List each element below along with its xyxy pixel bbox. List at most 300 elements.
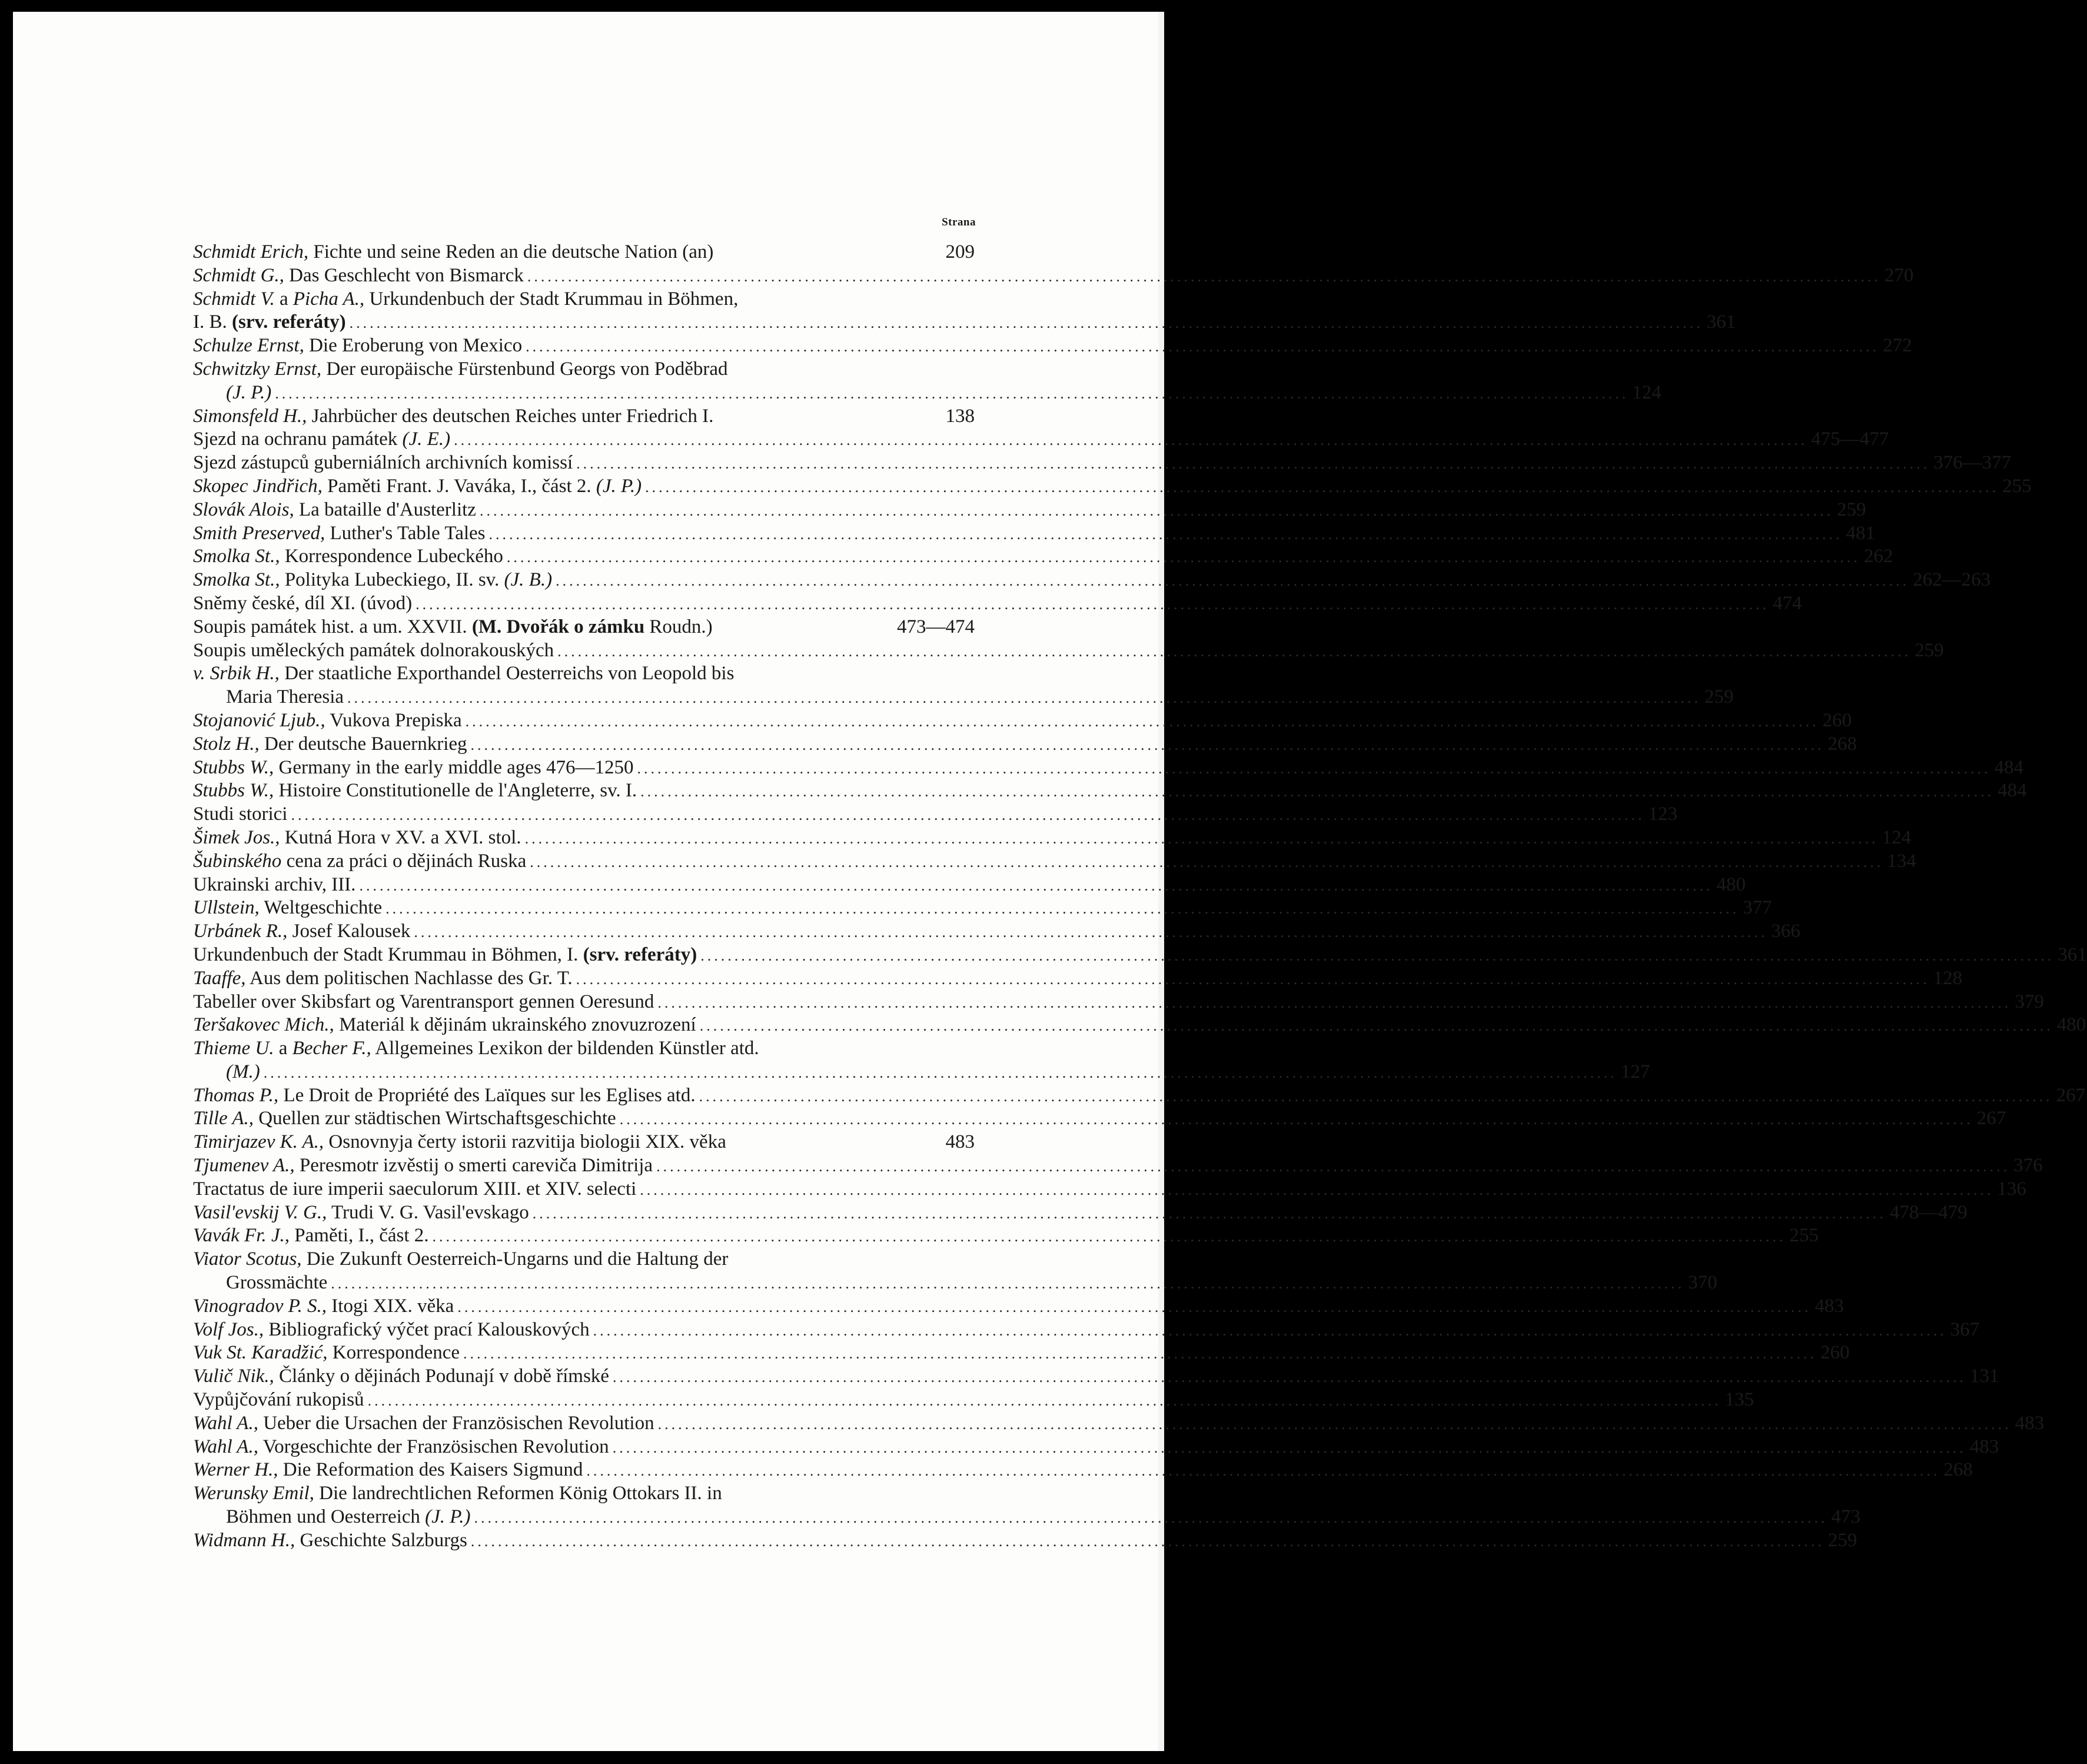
- entry-text: [193, 405, 941, 428]
- index-entry: [193, 569, 1991, 592]
- index-entry: [193, 1388, 1754, 1412]
- entry-page-number: 361: [1706, 311, 1736, 333]
- entry-author: Stubbs W.,: [193, 756, 274, 778]
- entry-text: [193, 803, 287, 826]
- entry-text: [193, 944, 697, 967]
- entry-author: Smith Preserved,: [193, 522, 325, 544]
- entry-author: Smolka St.,: [193, 546, 280, 567]
- index-entry: [193, 1154, 2043, 1178]
- entry-title: Kutná Hora v XV. a XVI. stol.: [280, 826, 521, 848]
- dot-leader: ........................................................................................................................................................................................................: [576, 970, 1930, 988]
- entry-page-number: 268: [1827, 733, 1857, 755]
- entry-title: Weltgeschichte: [259, 897, 383, 919]
- entry-page-number: 123: [1648, 803, 1677, 825]
- index-entry: [193, 288, 975, 311]
- entry-author: (M.): [226, 1061, 260, 1082]
- entry-text: [193, 1365, 609, 1388]
- entry-page-number: 259: [1704, 686, 1734, 708]
- entry-page-number: 124: [1882, 826, 1912, 848]
- index-entry: [193, 826, 1912, 850]
- entry-title: Jahrbücher des deutschen Reiches unter Friedrich I.: [307, 405, 714, 427]
- dot-leader: ........................................................................................................................................................................................................: [619, 1111, 1973, 1128]
- index-entry: [193, 1014, 2086, 1037]
- entry-text: [193, 1412, 654, 1436]
- entry-text: [193, 1459, 583, 1482]
- entry-page-number: 259: [1915, 639, 1944, 661]
- index-entry: [193, 1224, 1819, 1248]
- entry-title: Josef Kalousek: [287, 921, 411, 942]
- index-entry: [193, 264, 1914, 288]
- entry-text: [193, 475, 642, 499]
- entry-text: [193, 1107, 616, 1131]
- entry-page-number: 262: [1863, 546, 1893, 567]
- index-entry: [193, 311, 1736, 334]
- index-entry: [193, 1131, 975, 1154]
- entry-page-number: 473—474: [897, 616, 975, 637]
- dot-leader: ........................................................................................................................................................................................................: [699, 1017, 2053, 1035]
- entry-title: Geschichte Salzburgs: [295, 1529, 467, 1551]
- entry-page-number: 267: [2056, 1084, 2086, 1106]
- entry-page-number: 272: [1883, 335, 1912, 357]
- entry-text: [193, 639, 554, 663]
- entry-text: [193, 1248, 944, 1271]
- entry-text: [193, 850, 526, 873]
- entry-page-number: 361: [2058, 944, 2087, 965]
- entry-title: Tractatus de iure imperii saeculorum XIII. et XIV. selecti: [193, 1178, 637, 1200]
- entry-author: Teršakovec Mich.,: [193, 1014, 334, 1036]
- entry-title: Studi storici: [193, 803, 288, 825]
- index-entry: [193, 1178, 2026, 1201]
- entry-page-number: 124: [1632, 381, 1661, 403]
- entry-page-number: 138: [945, 405, 975, 427]
- entry-text: [193, 451, 573, 475]
- dot-leader: ........................................................................................................................................................................................................: [637, 759, 1991, 777]
- entry-author: Taaffe,: [193, 967, 246, 989]
- index-entry: [193, 639, 1944, 663]
- entry-text: [193, 499, 476, 522]
- entry-author: Viator Scotus,: [193, 1248, 302, 1270]
- entry-title: Vypůjčování rukopisů: [193, 1389, 364, 1411]
- entry-text: [193, 1482, 944, 1506]
- entry-title: Der deutsche Bauernkrieg: [259, 733, 467, 755]
- entry-author: Schmidt G.,: [193, 264, 284, 286]
- dot-leader: ........................................................................................................................................................................................................: [612, 1368, 1966, 1386]
- entry-author: v. Srbik H.,: [193, 663, 280, 685]
- entry-text: [193, 1201, 529, 1225]
- dot-leader: ........................................................................................................................................................................................................: [593, 1321, 1947, 1339]
- entry-page-number: 480: [1716, 873, 1746, 895]
- entry-text: [193, 334, 522, 358]
- entry-title: Osnovnyja čerty istorii razvitija biologii XIX. věka: [324, 1131, 726, 1153]
- dot-leader: ........................................................................................................................................................................................................: [640, 1181, 1994, 1198]
- entry-title: Korrespondence Lubeckého: [280, 546, 503, 567]
- entry-page-number: 379: [2015, 991, 2044, 1012]
- entry-title: Der staatliche Exporthandel Oesterreichs von Leopold bis: [279, 663, 735, 685]
- entry-page-number: 131: [1969, 1366, 1999, 1387]
- entry-text: [193, 616, 892, 639]
- dot-leader: ........................................................................................................................................................................................................: [657, 1415, 2012, 1433]
- entry-author: Volf Jos.,: [193, 1318, 264, 1340]
- entry-page-number: 259: [1836, 499, 1866, 520]
- entry-text: [193, 569, 552, 592]
- index-entry: [193, 1107, 2006, 1131]
- entry-page-number: 376: [2013, 1155, 2043, 1177]
- entry-text: [193, 358, 944, 381]
- entry-text: [193, 1295, 454, 1318]
- dot-leader: ........................................................................................................................................................................................................: [432, 1228, 1786, 1245]
- entry-text: [193, 1529, 467, 1553]
- dot-leader: ........................................................................................................................................................................................................: [386, 900, 1740, 918]
- index-entry: [193, 1061, 1650, 1084]
- entry-page-number: 484: [1994, 756, 2023, 778]
- index-entry: [193, 1318, 1980, 1342]
- entry-page-number: 481: [1846, 522, 1876, 544]
- entry-title: Paměti Frant. J. Vaváka, I., část 2.: [322, 475, 596, 497]
- entry-title: Vorgeschichte der Französischen Revolution: [258, 1436, 609, 1457]
- entry-text: [193, 733, 467, 756]
- entry-title: Články o dějinách Podunají v době římské: [274, 1366, 609, 1387]
- index-entry: [193, 592, 1802, 616]
- dot-leader: ........................................................................................................................................................................................................: [699, 1087, 2053, 1105]
- index-entry: [193, 733, 1857, 756]
- index-entry: [193, 241, 975, 264]
- entry-page-number: 370: [1688, 1272, 1717, 1294]
- entry-page-number: 260: [1820, 1342, 1850, 1364]
- entry-page-number: 483: [1969, 1436, 1999, 1457]
- entry-author: Smolka St.,: [193, 569, 280, 591]
- entry-author: Slovák Alois,: [193, 499, 294, 520]
- index-entry: [193, 1412, 2045, 1436]
- entry-text: [193, 428, 450, 451]
- index-entry: [193, 616, 975, 639]
- entry-page-number: 473: [1831, 1506, 1860, 1528]
- entry-title: Der europäische Fürstenbund Georgs von Poděbrad: [321, 358, 728, 380]
- dot-leader: ........................................................................................................................................................................................................: [656, 1158, 2010, 1175]
- dot-leader: ........................................................................................................................................................................................................: [657, 994, 2012, 1011]
- index-entry: [193, 358, 975, 381]
- index-entry: [193, 1529, 1857, 1553]
- index-entry: [193, 545, 1893, 569]
- entry-author: Schwitzky Ernst,: [193, 358, 322, 380]
- dot-leader: ........................................................................................................................................................................................................: [612, 1439, 1966, 1456]
- entry-author: Thieme U.: [193, 1038, 274, 1059]
- entry-author: Schmidt V.: [193, 288, 275, 310]
- dot-leader: ........................................................................................................................................................................................................: [349, 314, 1703, 332]
- entry-title: Ueber die Ursachen der Französischen Revolution: [258, 1412, 654, 1434]
- entry-page-number: 377: [1743, 897, 1772, 919]
- entry-text: [193, 1388, 364, 1412]
- entry-author: Vavák Fr. J.,: [193, 1225, 290, 1247]
- entry-author: (J. P.): [596, 475, 642, 497]
- entry-text: [193, 1037, 944, 1061]
- entry-title: Peresmotr izvěstij o smerti careviča Dimitrija: [294, 1155, 653, 1177]
- entry-title: Die Zukunft Oesterreich-Ungarns und die Haltung der: [301, 1248, 729, 1270]
- entry-author: Vinogradov P. S.,: [193, 1295, 327, 1317]
- entry-text: [193, 1084, 696, 1108]
- entry-text: [226, 1506, 470, 1529]
- entry-title: Die Eroberung von Mexico: [304, 335, 523, 357]
- entry-title: Urkundenbuch der Stadt Krummau in Böhmen, I.: [193, 944, 583, 965]
- entry-title: Germany in the early middle ages 476—1250: [274, 756, 634, 778]
- entry-text: [193, 896, 382, 920]
- dot-leader: ........................................................................................................................................................................................................: [526, 338, 1880, 356]
- entry-author: Vuk St. Karadžić,: [193, 1342, 328, 1364]
- entry-author: Šubinského: [193, 850, 282, 872]
- entry-text: [193, 920, 410, 944]
- entry-page-number: 128: [1933, 967, 1963, 989]
- index-entry: [193, 522, 1876, 546]
- entry-title: Sjezd zástupců guberniálních archivních komissí: [193, 452, 573, 474]
- entry-text: [193, 1154, 653, 1178]
- entry-text: [193, 756, 634, 780]
- entry-bold-note: (M. Dvořák o zámku: [471, 616, 645, 637]
- entry-title: Fichte und seine Reden an die deutsche Nation (an): [308, 241, 714, 263]
- entry-page-number: 367: [1950, 1318, 1980, 1340]
- index-entry: [193, 1084, 2086, 1108]
- index-entry: [193, 991, 2044, 1014]
- index-entry: [193, 686, 1734, 709]
- entry-text: [193, 1318, 590, 1342]
- entry-page-number: 135: [1724, 1389, 1754, 1411]
- entry-title: Polityka Lubeckiego, II. sv.: [280, 569, 504, 591]
- entry-text: [193, 545, 503, 569]
- dot-leader: ........................................................................................................................................................................................................: [347, 689, 1701, 707]
- entry-title: Sjezd na ochranu památek: [193, 428, 403, 450]
- entry-page-number: 270: [1884, 264, 1914, 286]
- dot-leader: ........................................................................................................................................................................................................: [506, 549, 1860, 566]
- entry-author: Wahl A.,: [193, 1412, 258, 1434]
- entry-text: [193, 1224, 429, 1248]
- dot-leader: ........................................................................................................................................................................................................: [640, 783, 1995, 800]
- entry-text: [193, 1178, 636, 1201]
- entry-author: Werunsky Emil,: [193, 1483, 314, 1504]
- entry-page-number: 480: [2056, 1014, 2086, 1036]
- entry-text: [193, 967, 573, 991]
- dot-leader: ........................................................................................................................................................................................................: [291, 806, 1645, 824]
- dot-leader: ........................................................................................................................................................................................................: [479, 501, 1833, 519]
- entry-text: [226, 1061, 260, 1084]
- entry-title: Die Reformation des Kaisers Sigmund: [278, 1459, 583, 1481]
- entry-author: Becher F.,: [292, 1038, 371, 1059]
- index-entry: [193, 1037, 975, 1061]
- entry-page-number: 474: [1773, 592, 1802, 614]
- entry-author: (J. B.): [504, 569, 553, 591]
- entry-text: [193, 873, 355, 897]
- entry-text: [193, 991, 654, 1014]
- entry-text: [193, 826, 521, 850]
- entry-text: [193, 241, 941, 264]
- entry-title: La bataille d'Austerlitz: [294, 499, 476, 520]
- index-entry: [193, 709, 1852, 733]
- page-column-header: Strana: [942, 216, 976, 228]
- index-entry: [193, 1201, 1968, 1225]
- index-entry: [193, 873, 1746, 897]
- entry-author: Widmann H.,: [193, 1529, 295, 1551]
- entry-text: [193, 1014, 696, 1037]
- entry-text: [193, 709, 462, 733]
- entry-title: cena za práci o dějinách Ruska: [281, 850, 527, 872]
- entry-author: Werner H.,: [193, 1459, 278, 1481]
- entry-title: Ukrainski archiv, III.: [193, 873, 356, 895]
- dot-leader: ........................................................................................................................................................................................................: [586, 1462, 1940, 1480]
- index-entry: [193, 944, 2087, 967]
- dot-leader: ........................................................................................................................................................................................................: [463, 1345, 1817, 1363]
- entry-title: Die landrechtlichen Reformen König Ottokars II. in: [314, 1483, 722, 1504]
- index-entry: [193, 381, 1661, 405]
- dot-leader: ........................................................................................................................................................................................................: [275, 384, 1629, 402]
- entry-text: [193, 311, 346, 334]
- index-entry: [193, 662, 975, 686]
- entry-author: Schulze Ernst,: [193, 335, 304, 357]
- entry-text: [193, 592, 412, 616]
- entry-title: Böhmen und Oesterreich: [226, 1506, 426, 1528]
- entry-title: Sněmy české, díl XI. (úvod): [193, 592, 413, 614]
- entry-page-number: 259: [1827, 1529, 1857, 1551]
- entry-author: (J. P.): [425, 1506, 471, 1528]
- index-entry: [193, 779, 2027, 803]
- entry-title: Grossmächte: [226, 1272, 328, 1294]
- entry-text: [193, 1436, 609, 1459]
- entry-page-number: 260: [1822, 709, 1852, 731]
- index-entry: [193, 1482, 975, 1506]
- entry-author: Schmidt Erich,: [193, 241, 309, 263]
- dot-leader: ........................................................................................................................................................................................................: [263, 1064, 1617, 1081]
- entry-author: Stojanović Ljub.,: [193, 709, 325, 731]
- entry-text: [193, 1131, 941, 1154]
- index-entry: [193, 1506, 1860, 1529]
- index-entry: [193, 1436, 1999, 1459]
- dot-leader: ........................................................................................................................................................................................................: [557, 642, 1912, 660]
- index-entry: [193, 756, 2023, 780]
- index-entry: [193, 1295, 1844, 1318]
- entry-title: I. B.: [193, 311, 232, 333]
- entry-page-number: 209: [945, 241, 975, 263]
- entry-title: Trudi V. G. Vasil'evskago: [327, 1201, 529, 1223]
- entry-title: Materiál k dějinám ukrainského znovuzrození: [334, 1014, 696, 1036]
- entry-text: [193, 779, 637, 803]
- entry-text: [226, 381, 271, 405]
- index-entry: [193, 803, 1677, 826]
- dot-leader: ........................................................................................................................................................................................................: [331, 1275, 1685, 1293]
- entry-text: [193, 264, 524, 288]
- entry-page-number: 483: [2015, 1412, 2045, 1434]
- entry-author: Stubbs W.,: [193, 780, 274, 802]
- index-entry: [193, 967, 1963, 991]
- index-entry: [193, 1459, 1973, 1482]
- dot-leader: ........................................................................................................................................................................................................: [367, 1392, 1722, 1410]
- entry-page-number: 255: [2002, 475, 2032, 497]
- entry-page-number: 267: [1976, 1108, 2006, 1130]
- dot-leader: ........................................................................................................................................................................................................: [645, 478, 1999, 496]
- entry-title: Soupis uměleckých památek dolnorakouských: [193, 639, 554, 661]
- entry-page-number: 478—479: [1889, 1201, 1968, 1223]
- entry-author: Timirjazev K. A.,: [193, 1131, 324, 1153]
- index-entry: [193, 334, 1912, 358]
- entry-author: (J. P.): [226, 381, 272, 403]
- index-entry: [193, 920, 1800, 944]
- entry-author: Tjumenev A.,: [193, 1155, 295, 1177]
- entry-bold-note: (srv. referáty): [583, 944, 697, 965]
- entry-page-number: 136: [1997, 1178, 2026, 1200]
- index-entry: [193, 896, 1772, 920]
- entry-title: Das Geschlecht von Bismarck: [284, 264, 524, 286]
- entry-page-number: 475—477: [1811, 428, 1889, 450]
- index-entry: [193, 405, 975, 428]
- entry-page-number: 366: [1771, 921, 1800, 942]
- entry-author: (J. E.): [402, 428, 451, 450]
- entry-title: Tabeller over Skibsfart og Varentransport gennen Oeresund: [193, 991, 654, 1012]
- entry-author: Urbánek R.,: [193, 921, 288, 942]
- entry-page-number: 127: [1620, 1061, 1650, 1082]
- entry-page-number: 268: [1943, 1459, 1973, 1481]
- entry-author: Vasil'evskij V. G.,: [193, 1201, 327, 1223]
- entry-author: Tille A.,: [193, 1108, 254, 1130]
- index-entry: [193, 499, 1866, 522]
- dot-leader: ........................................................................................................................................................................................................: [527, 267, 1881, 285]
- index-entry: [193, 1248, 975, 1271]
- index-entries: [193, 241, 2087, 1553]
- entry-author: Stolz H.,: [193, 733, 260, 755]
- index-entry: [193, 1271, 1717, 1295]
- entry-page-number: 134: [1887, 850, 1916, 872]
- entry-title: Soupis památek hist. a um. XXVII.: [193, 616, 472, 637]
- dot-leader: ........................................................................................................................................................................................................: [530, 853, 1884, 871]
- index-entry: [193, 451, 2012, 475]
- entry-author: Simonsfeld H.,: [193, 405, 307, 427]
- entry-author: Wahl A.,: [193, 1436, 258, 1457]
- entry-author: Vulič Nik.,: [193, 1366, 274, 1387]
- dot-leader: ........................................................................................................................................................................................................: [454, 431, 1808, 449]
- index-entry: [193, 1341, 1850, 1365]
- entry-title: Bibliografický výčet prací Kalouskových: [264, 1318, 590, 1340]
- entry-text: [193, 662, 944, 686]
- index-entry: [193, 1365, 1999, 1388]
- index-entry: [193, 850, 1916, 873]
- entry-author: Ullstein,: [193, 897, 260, 919]
- dot-leader: ........................................................................................................................................................................................................: [488, 525, 1843, 543]
- entry-title: Allgemeines Lexikon der bildenden Künstler atd.: [371, 1038, 759, 1059]
- entry-title: Aus dem politischen Nachlasse des Gr. T.: [245, 967, 573, 989]
- entry-title: Vukova Prepiska: [325, 709, 462, 731]
- entry-title: Quellen zur städtischen Wirtschaftsgeschichte: [254, 1108, 616, 1130]
- dot-leader: ........................................................................................................................................................................................................: [524, 829, 1879, 847]
- dot-leader: ........................................................................................................................................................................................................: [470, 1532, 1825, 1550]
- entry-title: a: [274, 288, 293, 310]
- entry-title: Urkundenbuch der Stadt Krummau in Böhmen,: [364, 288, 739, 310]
- entry-title: Korrespondence: [327, 1342, 460, 1364]
- entry-bold-note: (srv. referáty): [232, 311, 346, 333]
- entry-page-number: 484: [1998, 780, 2027, 802]
- dot-leader: ........................................................................................................................................................................................................: [470, 736, 1825, 753]
- entry-title: Maria Theresia: [226, 686, 344, 708]
- entry-page-number: 376—377: [1933, 452, 2012, 474]
- dot-leader: ........................................................................................................................................................................................................: [465, 712, 1819, 730]
- entry-title: Luther's Table Tales: [325, 522, 486, 544]
- dot-leader: ........................................................................................................................................................................................................: [700, 946, 2055, 964]
- entry-text: [226, 686, 344, 709]
- dot-leader: ........................................................................................................................................................................................................: [457, 1298, 1812, 1315]
- entry-text: [193, 288, 944, 311]
- entry-page-number: 483: [945, 1131, 975, 1153]
- entry-text: [226, 1271, 327, 1295]
- index-entry: [193, 428, 1889, 451]
- dot-leader: ........................................................................................................................................................................................................: [414, 923, 1768, 941]
- entry-author: Thomas P.,: [193, 1084, 279, 1106]
- dot-leader: ........................................................................................................................................................................................................: [532, 1204, 1886, 1222]
- entry-author: Šimek Jos.,: [193, 826, 280, 848]
- dot-leader: ........................................................................................................................................................................................................: [576, 455, 1930, 473]
- dot-leader: ........................................................................................................................................................................................................: [359, 876, 1713, 894]
